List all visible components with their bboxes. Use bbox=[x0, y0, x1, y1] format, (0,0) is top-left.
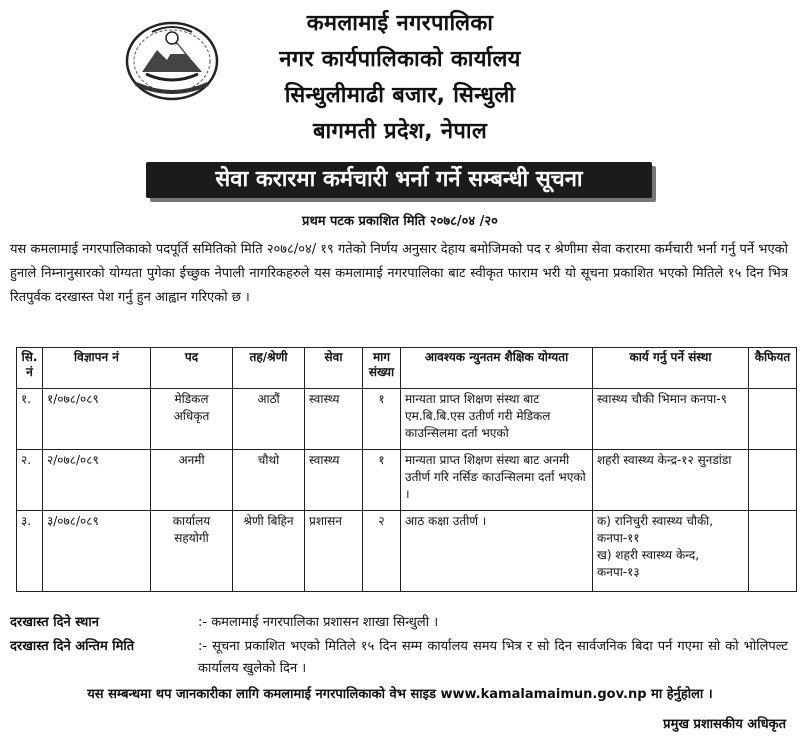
cell-service: प्रशासन bbox=[305, 511, 363, 592]
contact-prefix: यस सम्बन्धमा थप जानकारीका लागि कमलामाई नगरपालिकाको वेभ साइड bbox=[87, 687, 436, 702]
col-header-sn: सि. नं bbox=[17, 348, 43, 389]
province-country: बागमती प्रदेश, नेपाल bbox=[312, 119, 488, 144]
table-row bbox=[17, 511, 797, 592]
table-row bbox=[17, 450, 797, 511]
cell-level: चौथो bbox=[233, 450, 305, 511]
notice-title: सेवा करारमा कर्मचारी भर्ना गर्ने सम्बन्धी सूचना bbox=[146, 162, 652, 198]
cell-service: स्वास्थ्य bbox=[305, 450, 363, 511]
cell-demand: १ bbox=[363, 389, 401, 450]
col-header-qualification: आवश्यक न्युनतम शैक्षिक योग्यता bbox=[401, 348, 593, 389]
cell-level: श्रेणी बिहिन bbox=[233, 511, 305, 592]
cell-qualification: मान्यता प्राप्त शिक्षण संस्था बाट एम.बि.बि.एस उतीर्ण गरी मेडिकल काउन्सिलमा दर्ता भएको bbox=[401, 389, 593, 450]
application-place-text: :- कमलामाई नगरपालिका प्रशासन शाखा सिन्धुली । bbox=[198, 615, 439, 630]
cell-level: आठौं bbox=[233, 389, 305, 450]
col-header-post: पद bbox=[151, 348, 233, 389]
cell-post: मेडिकल अधिकृत bbox=[151, 389, 233, 450]
cell-post: कार्यालय सहयोगी bbox=[151, 511, 233, 592]
cell-office: स्वास्थ्य चौकी भिमान कनपा-९ bbox=[593, 389, 749, 450]
website-link[interactable]: www.kamalamaimun.gov.np bbox=[440, 687, 647, 702]
col-header-service: सेवा bbox=[305, 348, 363, 389]
cell-qualification: आठ कक्षा उतीर्ण । bbox=[401, 511, 593, 592]
office-option-b: ख) शहरी स्वास्थ्य केन्द, कनपा-१३ bbox=[597, 548, 700, 579]
col-header-level: तह/श्रेणी bbox=[233, 348, 305, 389]
deadline-label: दरखास्त दिने अन्तिम मिति bbox=[10, 639, 135, 654]
publication-date: प्रथम पटक प्रकाशित मिति २०७८/०४ /२० bbox=[302, 214, 498, 229]
table-header-row bbox=[17, 348, 797, 389]
table-row bbox=[17, 389, 797, 450]
cell-office bbox=[593, 511, 749, 592]
office-name: नगर कार्यपालिकाको कार्यालय bbox=[279, 47, 521, 72]
signatory: प्रमुख प्रशासकीय अधिकृत bbox=[663, 717, 786, 732]
letterhead bbox=[6, 0, 794, 152]
cell-remarks bbox=[749, 389, 797, 450]
application-place-label: दरखास्त दिने स्थान bbox=[10, 615, 99, 630]
office-address: सिन्धुलीमाढी बजार, सिन्धुली bbox=[284, 83, 516, 108]
col-header-office: कार्य गर्नु पर्ने संस्था bbox=[593, 348, 749, 389]
office-option-a: क) रानिचुरी स्वास्थ्य चौकी, कनपा-११ bbox=[597, 514, 714, 545]
deadline-text: :- सूचना प्रकाशित भएको मितिले १५ दिन सम्म कार्यालय समय भित्र र सो दिन सार्वजनिक बिदा पर्न गएमा सो को भोलिपल्ट कार्यालय खुलेको दिन । bbox=[198, 639, 788, 676]
cell-demand: १ bbox=[363, 450, 401, 511]
contact-line bbox=[10, 684, 790, 702]
cell-office: शहरी स्वास्थ्य केन्द्र-१२ सुनडांडा bbox=[593, 450, 749, 511]
cell-ad-no: २/०७८/०८९ bbox=[43, 450, 151, 511]
cell-post: अनमी bbox=[151, 450, 233, 511]
cell-sn: २. bbox=[17, 450, 43, 511]
col-header-remarks: कैफियत bbox=[749, 348, 797, 389]
cell-sn: १. bbox=[17, 389, 43, 450]
cell-qualification: मान्यता प्राप्त शिक्षण संस्था बाट अनमी उतीर्ण गरि नर्सिङ काउन्सिलमा दर्ता भएको । bbox=[401, 450, 593, 511]
cell-demand: २ bbox=[363, 511, 401, 592]
col-header-demand: माग संख्या bbox=[363, 348, 401, 389]
contact-suffix: मा हेर्नुहोला । bbox=[651, 687, 713, 702]
vacancy-table bbox=[16, 347, 797, 592]
cell-ad-no: १/०७८/०८९ bbox=[43, 389, 151, 450]
intro-paragraph: यस कमलामाई नगरपालिकाको पदपूर्ति समितिको मिति २०७८/०४/ १९ गतेको निर्णय अनुसार देहाय बमोजिमको पद र श्रेणीमा सेवा करारमा कर्मचारी भर्ना गर्नु पर्ने भएको हुनाले निम्नानुसारको योग्यता पुगेका ईच्छुक नेपाली नागरिकहरुले यस कमलामाई नगरपालिका बाट स्वीकृत फाराम भरी यो सूचना प्रकाशित भएको मितिले १५ दिन भित्र रितपुर्वक दरखास्त पेश गर्नु हुन आह्वान गरिएको छ । bbox=[10, 242, 788, 305]
cell-remarks bbox=[749, 450, 797, 511]
cell-sn: ३. bbox=[17, 511, 43, 592]
cell-ad-no: ३/०७८/०८९ bbox=[43, 511, 151, 592]
cell-remarks bbox=[749, 511, 797, 592]
cell-service: स्वास्थ्य bbox=[305, 389, 363, 450]
municipality-name: कमलामाई नगरपालिका bbox=[306, 11, 494, 36]
col-header-ad-no: विज्ञापन नं bbox=[43, 348, 151, 389]
